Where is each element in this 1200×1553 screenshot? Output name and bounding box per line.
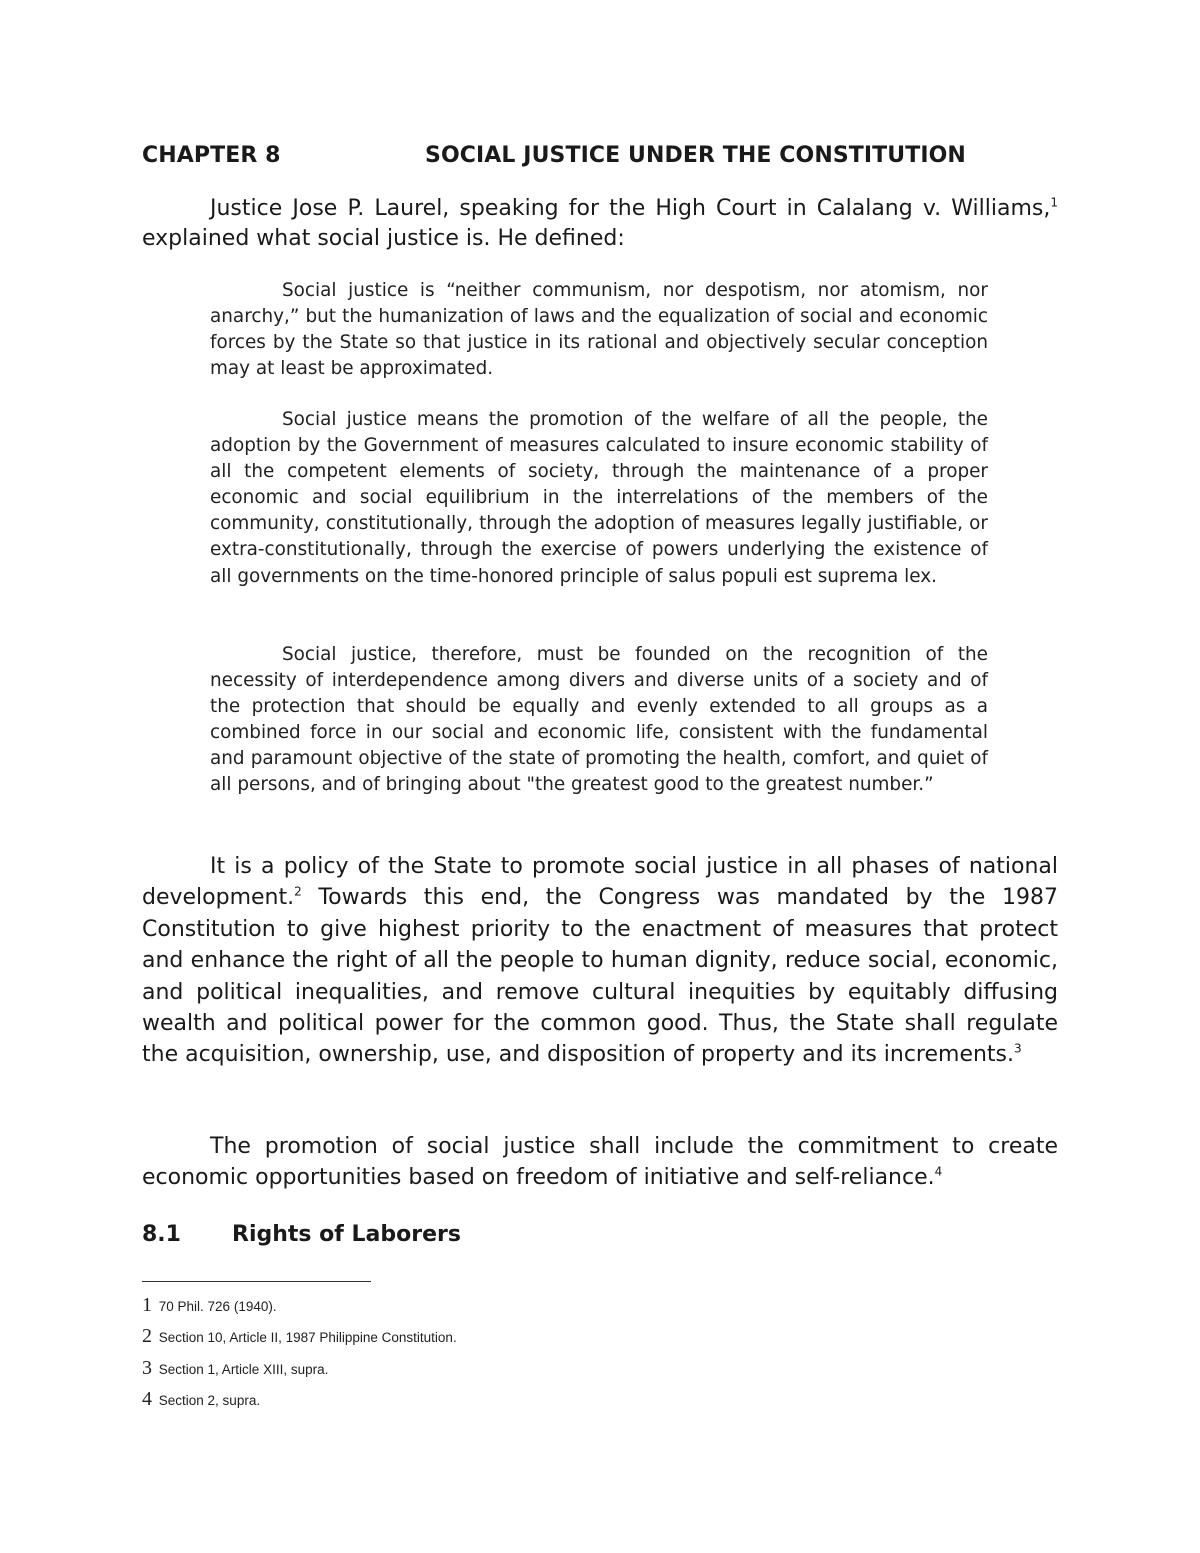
footnote-ref-1[interactable]: 1	[1050, 195, 1058, 210]
footnote-text: Section 1, Article XIII, supra.	[158, 1361, 329, 1377]
policy-text-cont: Towards this end, the Congress was mandated by the 1987 Constitution to give highest priority to the enactment of measures that protect and enhance the right of all the people to human dignity, reduce social, economic, and political inequalities, and remove cultural inequities by equitably diffusing wealth and political power for the common good. Thus, the State shall regulate the acquisition, ownership, use, and disposition of property and its increments.	[142, 885, 1058, 1068]
section-title: Rights of Laborers	[232, 1222, 461, 1247]
footnote-ref-4[interactable]: 4	[934, 1165, 943, 1180]
footnote-ref-2[interactable]: 2	[294, 885, 302, 900]
footnote-3	[142, 1356, 742, 1387]
intro-paragraph	[142, 194, 1058, 254]
intro-text-end: explained what social justice is. He defined:	[142, 226, 625, 251]
chapter-number: CHAPTER 8	[142, 143, 281, 168]
footnote-text: Section 10, Article II, 1987 Philippine Constitution.	[158, 1330, 457, 1346]
footnote-divider	[142, 1281, 371, 1282]
chapter-title: SOCIAL JUSTICE UNDER THE CONSTITUTION	[425, 143, 966, 168]
footnote-4	[142, 1387, 742, 1418]
promotion-paragraph	[142, 1131, 1058, 1194]
footnote-number: 4	[142, 1387, 152, 1410]
footnote-text: 70 Phil. 726 (1940).	[158, 1299, 277, 1314]
footnote-number: 1	[142, 1294, 152, 1316]
footnote-1	[142, 1293, 742, 1324]
footnotes	[142, 1293, 742, 1418]
promotion-text: The promotion of social justice shall include the commitment to create economic opportunities based on freedom of initiative and self-reliance.	[142, 1134, 1058, 1191]
footnote-text: Section 2, supra.	[158, 1392, 261, 1408]
footnote-number: 2	[142, 1325, 152, 1348]
quote-paragraph-1: Social justice is “neither communism, nor despotism, nor atomism, nor anarchy,” but the humanization of laws and the equalization of social and economic forces by the State so that justice in its rational and objectively secular conception may at least be approximated.	[210, 280, 988, 380]
policy-text: It is a policy of the State to promote social justice in all phases of national development.	[142, 854, 1058, 911]
policy-paragraph	[142, 851, 1058, 1071]
footnote-number: 3	[142, 1356, 152, 1379]
footnote-ref-3[interactable]: 3	[1014, 1042, 1022, 1057]
quote-paragraph-3: Social justice, therefore, must be founded on the recognition of the necessity of interdependence among divers and diverse units of a society and of the protection that should be equally and evenly extended to all groups as a combined force in our social and economic life, consistent with the fundamental and paramount objective of the state of promoting the health, comfort, and quiet of all persons, and of bringing about "the greatest good to the greatest number.”	[210, 644, 988, 796]
quote-paragraph-2: Social justice means the promotion of the welfare of all the people, the adoption by the Government of measures calculated to insure economic stability of all the competent elements of society, through the maintenance of a proper economic and social equilibrium in the interrelations of the members of the community, constitutionally, through the adoption of measures legally justifiable, or extra-constitutionally, through the exercise of powers underlying the existence of all governments on the time-honored principle of salus populi est suprema lex.	[210, 409, 988, 587]
intro-text: Justice Jose P. Laurel, speaking for the High Court in Calalang v. Williams,	[210, 196, 1051, 221]
footnote-2	[142, 1324, 742, 1355]
section-number: 8.1	[142, 1222, 181, 1247]
